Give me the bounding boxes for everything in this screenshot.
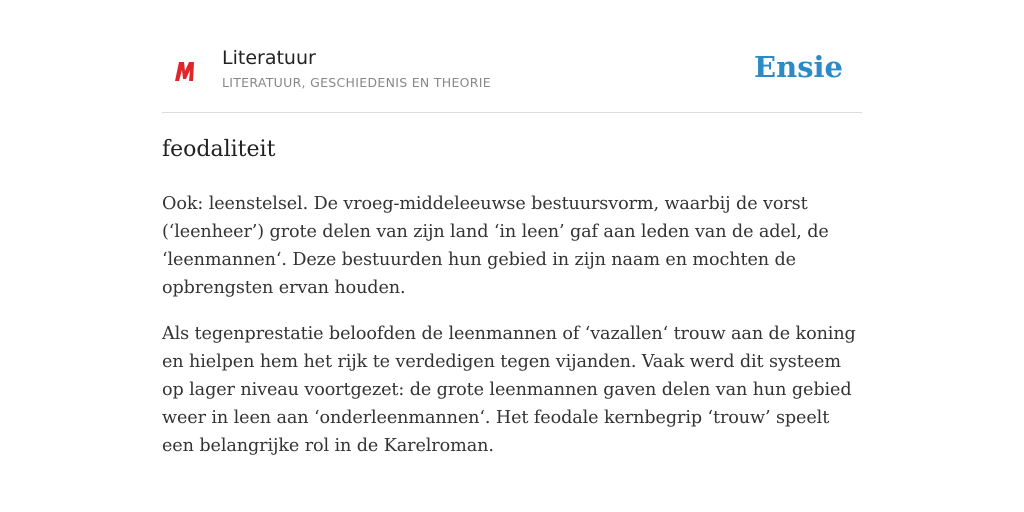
- source-name[interactable]: Literatuur: [222, 47, 316, 69]
- entry-paragraph: Ook: leenstelsel. De vroeg-middeleeuwse bestuursvorm, waarbij de vorst (‘leenheer’) grote delen van zijn land ‘in leen’ gaf aan leden van de adel, de ‘leenmannen‘. Deze bestuurden hun gebied in zijn naam en mochten de opbrengsten ervan houden.: [162, 194, 829, 298]
- entry-header: [162, 38, 862, 113]
- publisher-m-logo-icon[interactable]: [172, 58, 198, 84]
- entry-title: feodaliteit: [162, 137, 276, 162]
- source-subtitle: LITERATUUR, GESCHIEDENIS EN THEORIE: [222, 75, 491, 90]
- brand-logo[interactable]: Ensie: [754, 50, 843, 84]
- entry-paragraph: Als tegenprestatie beloofden de leenmannen of ‘vazallen‘ trouw aan de koning en hielpen hem het rijk te verdedigen tegen vijanden. Vaak werd dit systeem op lager niveau voortgezet: de grote leenmannen gaven delen van hun gebied weer in leen aan ‘onderleenmannen‘. Het feodale kernbegrip ‘trouw’ speelt een belangrijke rol in de Karelroman.: [162, 324, 856, 456]
- entry-body: [162, 190, 862, 478]
